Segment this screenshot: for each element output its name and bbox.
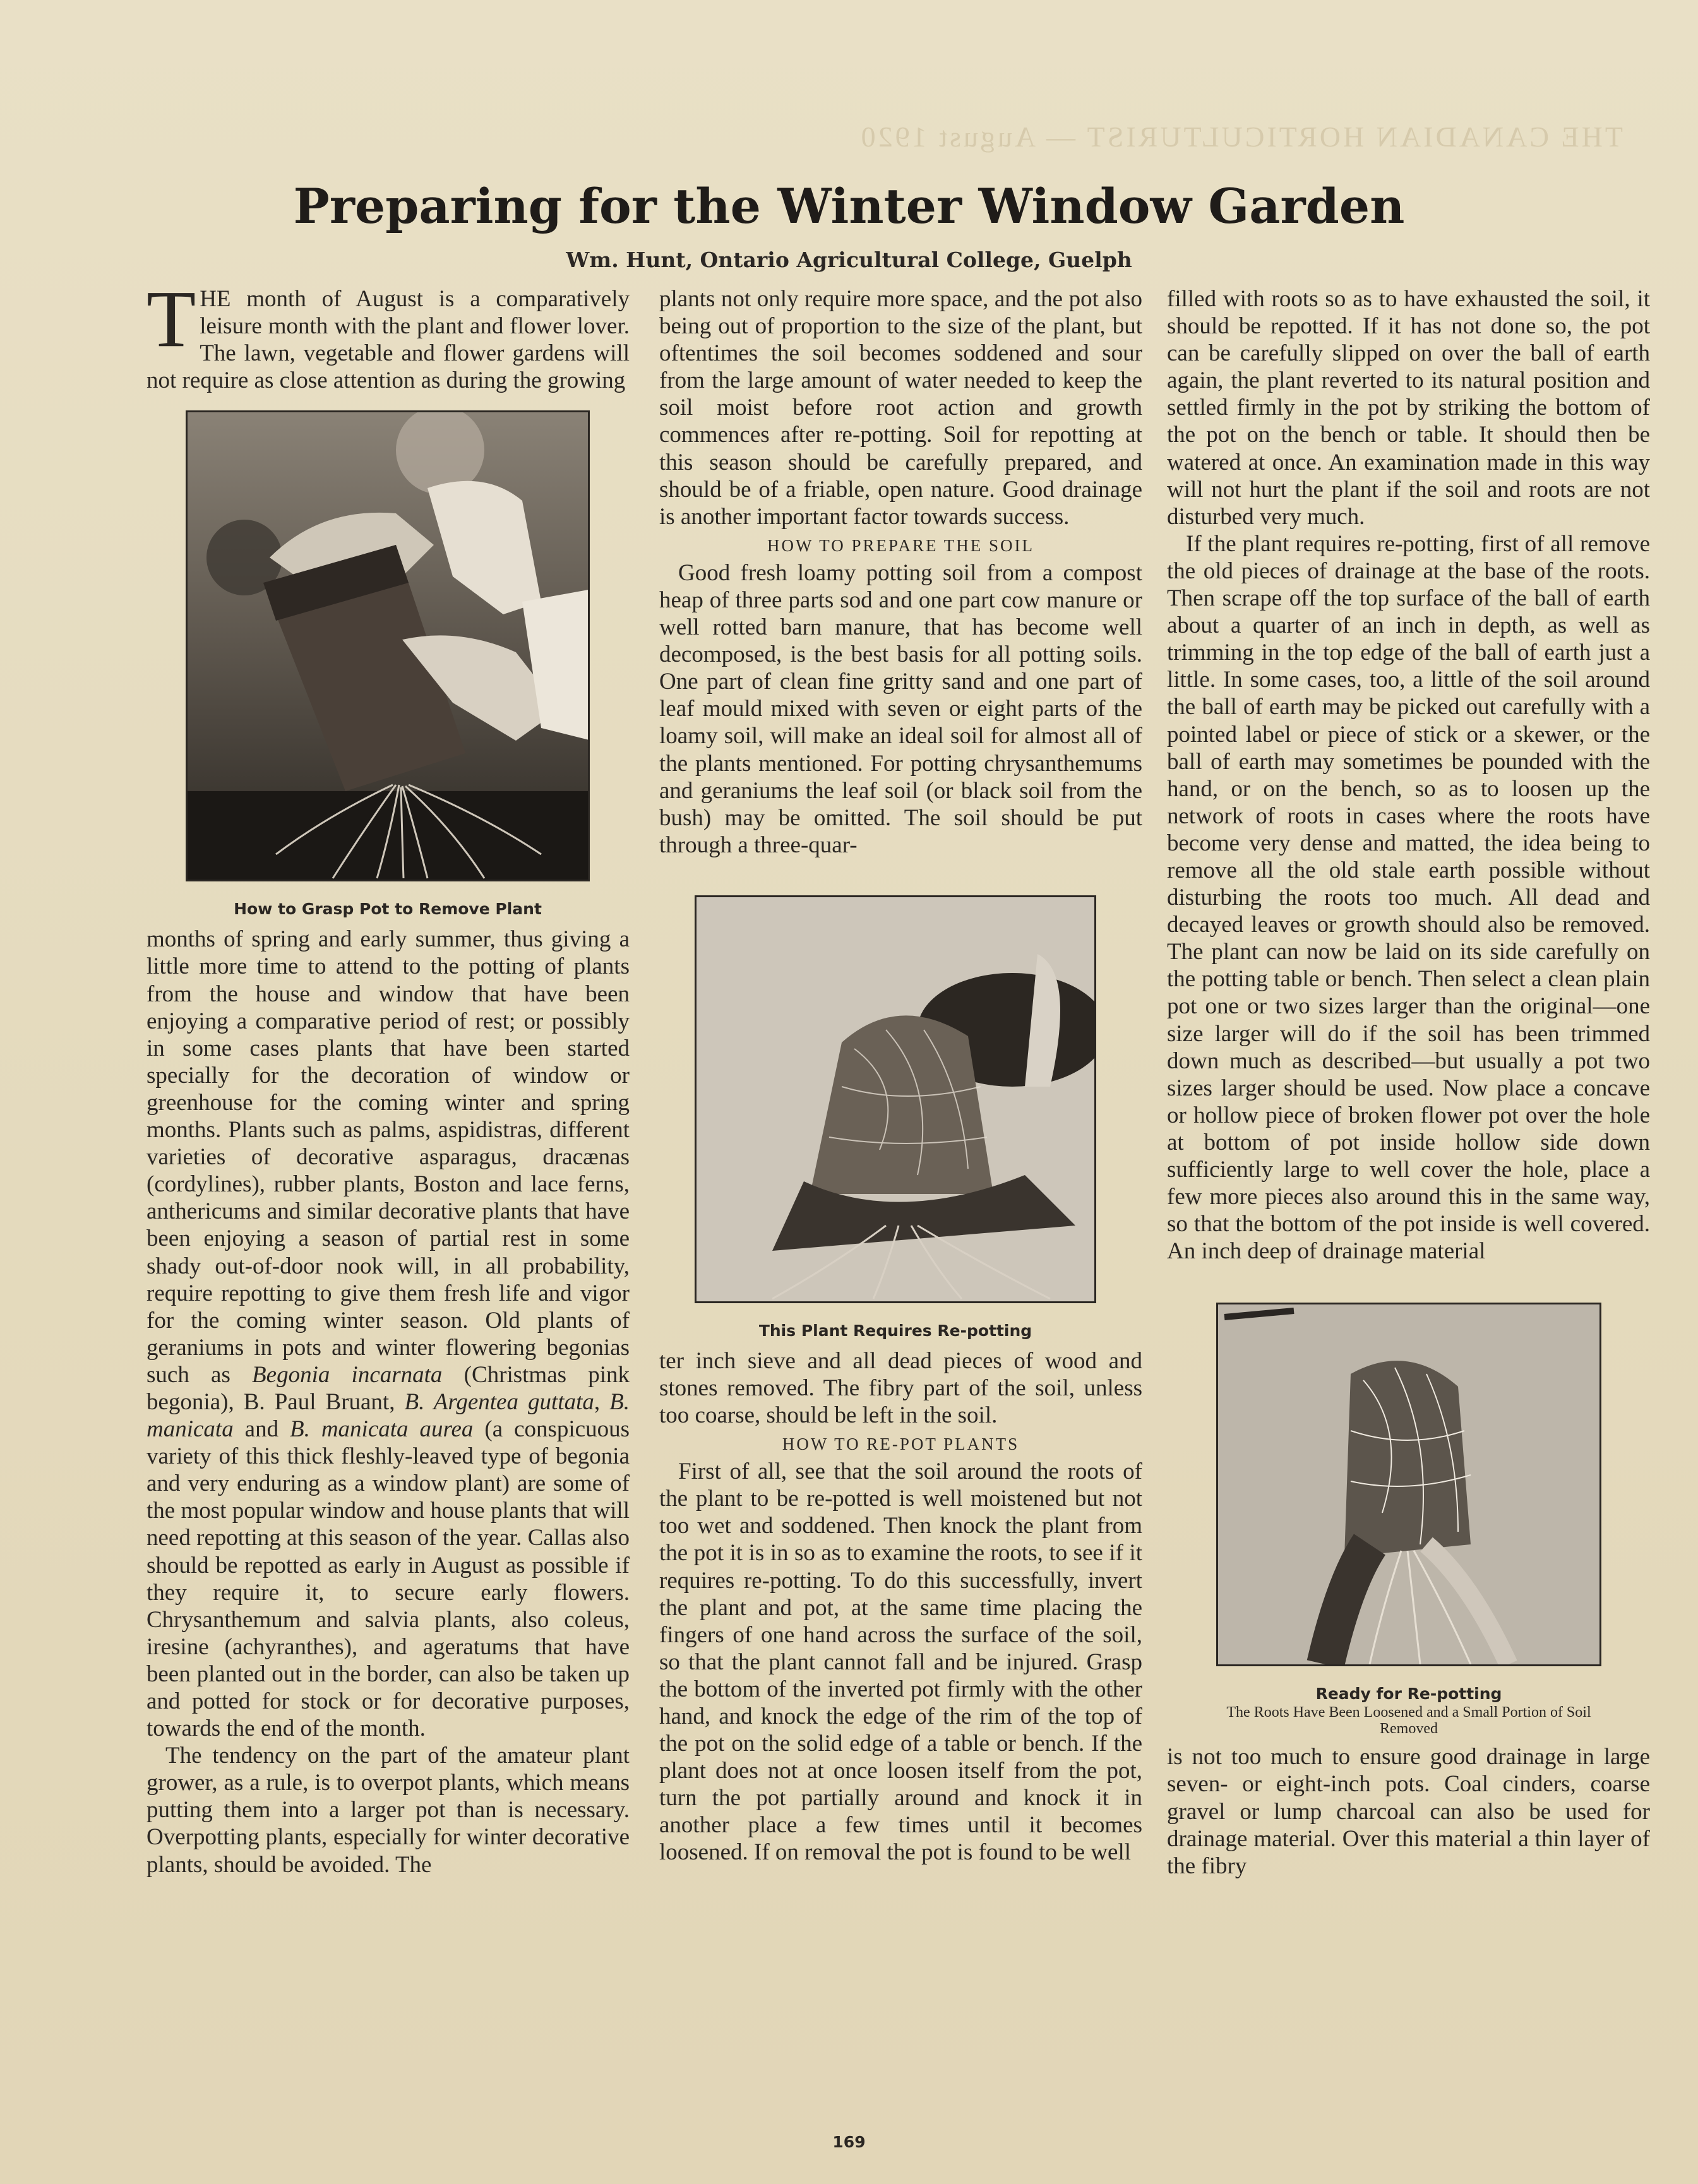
photo-requires-repotting: [695, 895, 1096, 1303]
article-byline: Wm. Hunt, Ontario Agricultural College, Guelph: [566, 248, 1132, 272]
paragraph-overpotting-cont: plants not only require more space, and the pot also being out of proportion to the size of the plant, but oftentimes the soil becomes soddened and sour from the large amount of water needed to keep the soil moist before root action and growth commences after re-potting. Soil for repotting at this season should be carefully prepared, and should be of a friable, open nature. Good drainage is another important factor towards success.: [659, 286, 1142, 530]
subheading-repot-plants: HOW TO RE-POT PLANTS: [782, 1435, 1020, 1454]
figure-caption: How to Grasp Pot to Remove Plant: [234, 900, 542, 919]
figure-subcaption: The Roots Have Been Loosened and a Small Portion of Soil Removed: [1226, 1704, 1591, 1738]
paragraph-overpotting: The tendency on the part of the amateur plant grower, as a rule, is to overpot plants, which means putting them into a larger pot than is necessary. Overpotting plants, especially for winter decorative plants, should be avoided. The: [146, 1743, 630, 1878]
paragraph-soil: Good fresh loamy potting soil from a compost heap of three parts sod and one part cow manure or well rotted barn manure, that has become well decomposed, is the best basis for all potting soils. One part of clean fine gritty sand and one part of leaf mould mixed with seven or eight parts of the loamy soil, will make an ideal soil for almost all of the plants mentioned. For potting chrysanthemums and geraniums the leaf soil (or black soil from the bush) may be omitted. The soil should be put through a three-quar-: [659, 559, 1142, 858]
paragraph-repot-cont: filled with roots so as to have exhausted the soil, it should be repotted. If it has not done so, the pot can be carefully slipped on over the ball of earth again, the plant reverted to its natural position and settled firmly in the pot by striking the bottom of the pot on the bench or table. It should then be watered at once. An examination made in this way will not hurt the plant if the soil and roots are not disturbed very much.: [1167, 286, 1650, 530]
figure-ready-repotting: [1216, 1303, 1601, 1737]
paragraph-intro-cont: months of spring and early summer, thus giving a little more time to attend to the potting of plants from the house and window that have been enjoying a comparative period of rest; or possibly in some cases plants that have been started specially for the decoration of window or greenhouse for the coming winter and spring months. Plants such as palms, aspidistras, different varieties of decorative asparagus, dracænas (cordylines), rubber plants, Boston and lace ferns, anthericums and similar decorative plants that have been enjoying a season of partial rest in some shady out-of-door nook will, in all probability, require repotting to give them fresh life and vigor for the coming winter season. Old plants of geraniums in pots and winter flowering begonias such as Begonia incarnata (Christmas pink begonia), B. Paul Bruant, B. Argentea guttata, B. manicata and B. manicata aurea (a conspicuous variety of this thick fleshly-leaved type of begonia and very enduring as a window plant) are some of the most popular window and house plants that will need repotting at this season of the year. Callas also should be repotted as early in August as possible if they require it, to secure early flowers. Chrysanthemum and salvia plants, also coleus, iresine (achyranthes), and ageratums that have been planted out in the border, can also be taken up and potted for stock or for decorative purposes, towards the end of the month.: [146, 926, 630, 1742]
figure-requires-repotting: [695, 895, 1096, 1341]
figure-grasp-pot: [186, 410, 590, 919]
figure-caption: Ready for Re-potting: [1315, 1685, 1502, 1704]
paragraph-intro: THE month of August is a comparatively leisure month with the plant and flower lover. The lawn, vegetable and flower gardens will not require as close attention as during the growing: [146, 274, 630, 394]
paragraph-repot: First of all, see that the soil around the roots of the plant to be re-potted is well moistened but not too wet and soddened. Then knock the plant from the pot it is in so as to examine the roots, to see if it requires re-potting. To do this successfully, invert the plant and pot, at the same time placing the fingers of one hand across the surface of the soil, so that the plant cannot fall and be injured. Grasp the bottom of the inverted pot firmly with the other hand, and knock the edge of the rim of the top of the pot on the solid edge of a table or bench. If the plant does not at once loosen itself from the pot, turn the pot partially around and knock it in another place a few times until it becomes loosened. If on removal the pot is found to be well: [659, 1459, 1142, 1866]
column-1: [146, 274, 630, 2097]
page-number: 169: [832, 2133, 866, 2151]
column-2: [659, 285, 1142, 2097]
subheading-prepare-soil: HOW TO PREPARE THE SOIL: [767, 535, 1035, 555]
figure-caption: This Plant Requires Re-potting: [758, 1321, 1032, 1340]
article-title: Preparing for the Winter Window Garden: [293, 178, 1405, 234]
photo-grasp-pot: [186, 410, 590, 881]
bleed-through-header: THE CANADIAN HORTICULTURIST — August 1920: [858, 121, 1623, 153]
paragraph-remove-drainage: If the plant requires re-potting, first of all remove the old pieces of drainage at the base of the roots. Then scrape off the top surface of the ball of earth about a quarter of an inch in depth, as well as trimming in the top edge of the ball of earth just a little. In some cases, too, a little of the soil around the ball of earth may be picked out carefully with a pointed label or piece of stick or a skewer, or the ball of earth may sometimes be pounded with the hand, or on the bench, so as to loosen up the network of roots in cases where the roots have become very dense and matted, the idea being to remove all the old stale earth possible without disturbing the roots too much. All dead and decayed leaves or growth should also be removed. The plant can now be laid on its side carefully on the potting table or bench. Then select a clean plain pot one or two sizes larger than the original—one size larger will do if the soil has been trimmed down much as described—but usually a pot two sizes larger should be used. Now place a concave or hollow piece of broken flower pot over the hole at bottom of pot inside hollow side down sufficiently large to well cover the hole, place a few more pieces also around this in the same way, so that the bottom of the pot inside is well covered. An inch deep of drainage material: [1167, 530, 1650, 1265]
drop-cap: T: [146, 274, 196, 364]
paragraph-drainage-cont: is not too much to ensure good drainage in large seven- or eight-inch pots. Coal cinders, coarse gravel or lump charcoal can also be used for drainage material. Over this material a thin layer of the fibry: [1167, 1744, 1650, 1879]
photo-ready-repotting: [1216, 1303, 1601, 1666]
paragraph-soil-cont: ter inch sieve and all dead pieces of wood and stones removed. The fibry part of the soil, unless too coarse, should be left in the soil.: [659, 1347, 1142, 1429]
column-3: [1167, 285, 1650, 2097]
